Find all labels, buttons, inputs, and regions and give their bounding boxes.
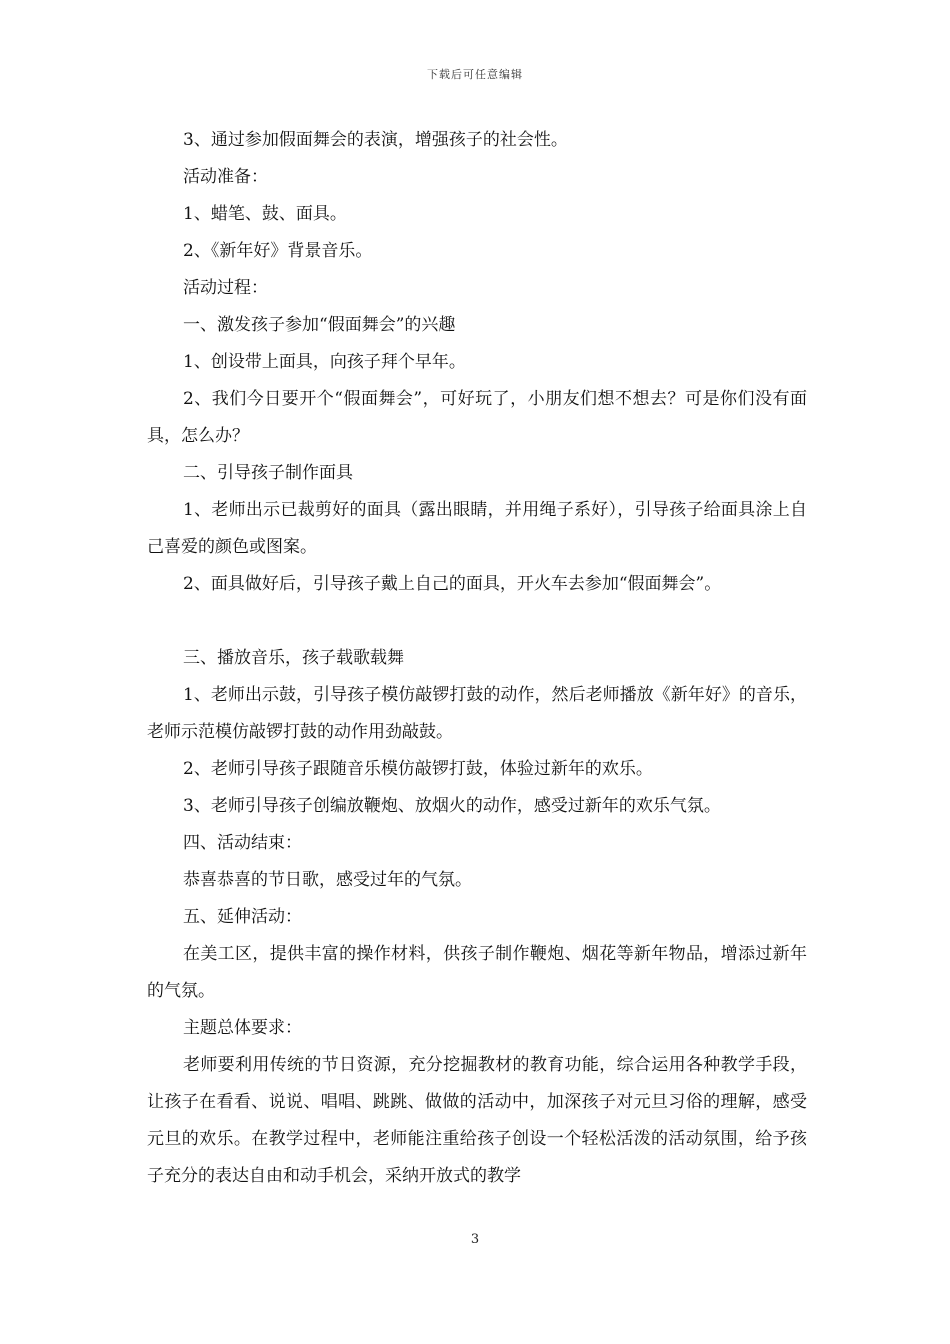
page-number: 3 <box>470 1232 480 1247</box>
paragraph: 2、我们今日要开个“假面舞会”，可好玩了，小朋友们想不想去？可是你们没有面具，怎么办？ <box>147 389 807 446</box>
section-heading-process: 活动过程： <box>183 278 268 298</box>
section-heading: 五、延伸活动： <box>183 907 302 927</box>
page-header: 下载后可任意编辑 <box>427 68 523 81</box>
paragraph: 1、蜡笔、鼓、面具。 <box>183 204 347 224</box>
paragraph: 在美工区，提供丰富的操作材料，供孩子制作鞭炮、烟花等新年物品，增添过新年的气氛。 <box>147 944 807 1001</box>
paragraph: 2、老师引导孩子跟随音乐模仿敲锣打鼓，体验过新年的欢乐。 <box>183 759 653 779</box>
section-heading: 二、引导孩子制作面具 <box>183 463 353 483</box>
paragraph: 1、老师出示鼓，引导孩子模仿敲锣打鼓的动作，然后老师播放《新年好》的音乐，老师示范模仿敲锣打鼓的动作用劲敲鼓。 <box>147 685 807 742</box>
paragraph: 老师要利用传统的节日资源，充分挖掘教材的教育功能，综合运用各种教学手段，让孩子在看看、说说、唱唱、跳跳、做做的活动中，加深孩子对元旦习俗的理解，感受元旦的欢乐。在教学过程中，老师能注重给孩子创设一个轻松活泼的活动氛围，给予孩子充分的表达自由和动手机会，采纳开放式的教学 <box>147 1055 807 1186</box>
paragraph: 2、《新年好》背景音乐。 <box>183 241 373 261</box>
paragraph: 2、面具做好后，引导孩子戴上自己的面具，开火车去参加“假面舞会”。 <box>183 574 722 594</box>
paragraph: 1、创设带上面具，向孩子拜个早年。 <box>183 352 466 372</box>
section-heading: 主题总体要求： <box>183 1018 302 1038</box>
paragraph: 3、老师引导孩子创编放鞭炮、放烟火的动作，感受过新年的欢乐气氛。 <box>183 796 721 816</box>
paragraph: 恭喜恭喜的节日歌，感受过年的气氛。 <box>183 870 472 890</box>
paragraph: 1、老师出示已裁剪好的面具（露出眼睛，并用绳子系好），引导孩子给面具涂上自己喜爱的颜色或图案。 <box>147 500 807 557</box>
section-heading-preparation: 活动准备： <box>183 167 268 187</box>
paragraph: 3、通过参加假面舞会的表演，增强孩子的社会性。 <box>183 130 568 150</box>
section-heading: 四、活动结束： <box>183 833 302 853</box>
section-heading: 三、播放音乐，孩子载歌载舞 <box>183 648 404 668</box>
document-body <box>147 122 807 1195</box>
blank-line <box>147 603 807 640</box>
section-heading: 一、激发孩子参加“假面舞会”的兴趣 <box>183 315 456 335</box>
